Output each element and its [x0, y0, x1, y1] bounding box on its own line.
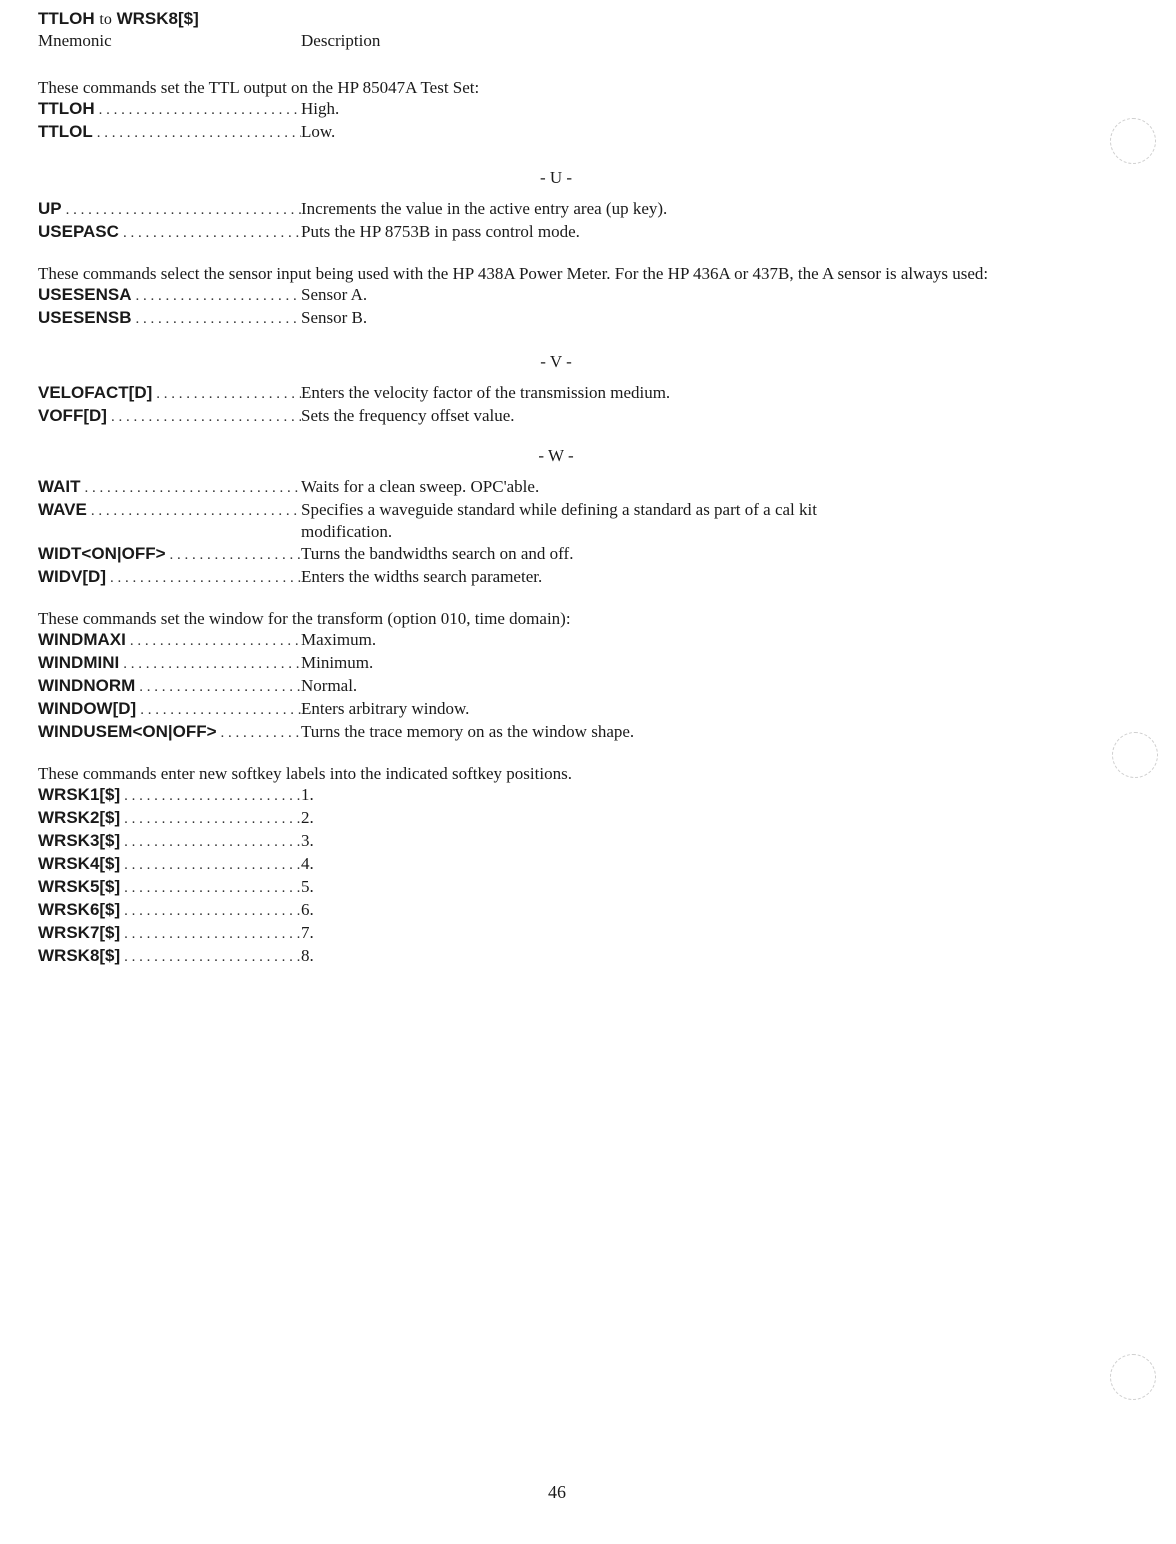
- description-text-continued: modification.: [301, 522, 393, 541]
- command-description: [301, 807, 1118, 829]
- dot-leader: [66, 199, 301, 221]
- mnemonic-cell: [38, 876, 301, 899]
- description-text: Sensor B.: [301, 308, 368, 327]
- dot-leader: [124, 877, 301, 899]
- dot-leader: [97, 122, 301, 144]
- command-row: [38, 807, 1118, 830]
- command-mnemonic: WRSK1[$]: [38, 785, 121, 804]
- mnemonic-cell: [38, 652, 301, 675]
- intro-window: These commands set the window for the transform (option 010, time domain):: [38, 609, 571, 628]
- command-row: [38, 675, 1118, 698]
- command-description: [301, 784, 1118, 806]
- sensor-list: [38, 284, 1118, 330]
- dot-leader: [124, 808, 301, 830]
- command-row: [38, 198, 1118, 221]
- dot-leader: [124, 785, 301, 807]
- command-description: [301, 629, 1118, 651]
- title-first: TTLOH: [38, 9, 95, 28]
- u-list: [38, 198, 1118, 244]
- command-row: [38, 922, 1118, 945]
- command-row: [38, 853, 1118, 876]
- command-mnemonic: WINDMAXI: [38, 630, 126, 649]
- description-text: Sensor A.: [301, 285, 368, 304]
- mnemonic-cell: [38, 629, 301, 652]
- intro-ttl: These commands set the TTL output on the HP 85047A Test Set:: [38, 78, 480, 97]
- command-row: [38, 284, 1118, 307]
- mnemonic-cell: [38, 499, 301, 522]
- section-heading-u: - U -: [539, 168, 573, 187]
- dot-leader: [111, 406, 301, 428]
- command-row: [38, 698, 1118, 721]
- command-description: [301, 307, 1118, 329]
- command-mnemonic: WRSK4[$]: [38, 854, 121, 873]
- description-text: Enters the widths search parameter.: [301, 567, 543, 586]
- title-to: to: [99, 11, 112, 28]
- command-row: [38, 307, 1118, 330]
- section-heading-w: - W -: [538, 446, 574, 465]
- dot-leader: [124, 831, 301, 853]
- description-text: 2.: [301, 808, 314, 827]
- description-text: 7.: [301, 923, 314, 942]
- command-mnemonic: WINDMINI: [38, 653, 120, 672]
- command-row: [38, 98, 1118, 121]
- mnemonic-cell: [38, 721, 301, 744]
- window-list: [38, 629, 1118, 744]
- mnemonic-cell: [38, 121, 301, 144]
- dot-leader: [140, 699, 301, 721]
- mnemonic-cell: [38, 543, 301, 566]
- dot-leader: [136, 308, 301, 330]
- description-text: Minimum.: [301, 653, 374, 672]
- command-mnemonic: WINDOW[D]: [38, 699, 137, 718]
- command-mnemonic: TTLOL: [38, 122, 93, 141]
- dot-leader: [136, 285, 301, 307]
- command-mnemonic: WIDV[D]: [38, 567, 106, 586]
- command-description: [301, 830, 1118, 852]
- mnemonic-cell: [38, 853, 301, 876]
- description-text: Maximum.: [301, 630, 377, 649]
- command-mnemonic: WINDUSEM<ON|OFF>: [38, 722, 217, 741]
- description-text: Normal.: [301, 676, 358, 695]
- mnemonic-cell: [38, 198, 301, 221]
- dot-leader: [124, 900, 301, 922]
- column-headers: [38, 30, 1118, 51]
- command-mnemonic: WIDT<ON|OFF>: [38, 544, 166, 563]
- command-description: [301, 899, 1118, 921]
- description-text: Specifies a waveguide standard while defining a standard as part of a cal kit: [301, 500, 817, 519]
- command-description: [301, 98, 1118, 120]
- command-mnemonic: WRSK2[$]: [38, 808, 121, 827]
- command-mnemonic: USESENSA: [38, 285, 132, 304]
- mnemonic-cell: [38, 784, 301, 807]
- command-description: [301, 382, 1118, 404]
- column-header-description: Description: [301, 31, 381, 50]
- command-description: [301, 652, 1118, 674]
- mnemonic-cell: [38, 307, 301, 330]
- punch-hole-bottom: [1110, 1354, 1156, 1400]
- command-row: [38, 543, 1118, 566]
- mnemonic-cell: [38, 98, 301, 121]
- command-mnemonic: WRSK8[$]: [38, 946, 121, 965]
- page-header: [38, 8, 1118, 51]
- command-description: [301, 198, 1118, 220]
- dot-leader: [110, 567, 301, 589]
- dot-leader: [170, 544, 301, 566]
- command-row: [38, 652, 1118, 675]
- command-mnemonic: WAIT: [38, 477, 81, 496]
- command-row: [38, 121, 1118, 144]
- column-header-mnemonic: Mnemonic: [38, 31, 112, 50]
- command-row: [38, 945, 1118, 968]
- command-row: [38, 721, 1118, 744]
- description-text: 4.: [301, 854, 314, 873]
- description-text: Puts the HP 8753B in pass control mode.: [301, 222, 580, 241]
- dot-leader: [123, 653, 301, 675]
- v-list: [38, 382, 1118, 428]
- manual-page: [38, 8, 1118, 968]
- command-mnemonic: WRSK7[$]: [38, 923, 121, 942]
- dot-leader: [91, 500, 301, 522]
- command-mnemonic: USESENSB: [38, 308, 132, 327]
- mnemonic-cell: [38, 922, 301, 945]
- page-title: [38, 8, 1118, 30]
- description-text: 3.: [301, 831, 314, 850]
- description-text: Enters the velocity factor of the transmission medium.: [301, 383, 671, 402]
- command-description: [301, 721, 1118, 743]
- mnemonic-cell: [38, 476, 301, 499]
- command-description: [301, 922, 1118, 944]
- mnemonic-cell: [38, 945, 301, 968]
- command-description: [301, 675, 1118, 697]
- command-description: [301, 543, 1118, 565]
- command-description: [301, 945, 1118, 967]
- command-mnemonic: WRSK5[$]: [38, 877, 121, 896]
- command-row: [38, 830, 1118, 853]
- description-text: Turns the trace memory on as the window shape.: [301, 722, 635, 741]
- description-text: Low.: [301, 122, 336, 141]
- dot-leader: [221, 722, 301, 744]
- command-mnemonic: WRSK3[$]: [38, 831, 121, 850]
- command-mnemonic: UP: [38, 199, 62, 218]
- command-mnemonic: WAVE: [38, 500, 87, 519]
- description-text: Increments the value in the active entry area (up key).: [301, 199, 668, 218]
- mnemonic-cell: [38, 675, 301, 698]
- description-text: Waits for a clean sweep. OPC'able.: [301, 477, 540, 496]
- command-mnemonic: VOFF[D]: [38, 406, 107, 425]
- w-list: [38, 476, 1118, 589]
- mnemonic-cell: [38, 807, 301, 830]
- command-description: [301, 476, 1118, 498]
- mnemonic-cell: [38, 284, 301, 307]
- dot-leader: [124, 923, 301, 945]
- mnemonic-cell: [38, 405, 301, 428]
- command-row: [38, 382, 1118, 405]
- command-row: [38, 899, 1118, 922]
- command-row: [38, 499, 1118, 543]
- page-number: 46: [548, 1482, 566, 1502]
- mnemonic-cell: [38, 698, 301, 721]
- section-heading-v: - V -: [540, 352, 572, 371]
- softkey-list: [38, 784, 1118, 968]
- mnemonic-cell: [38, 899, 301, 922]
- command-row: [38, 876, 1118, 899]
- description-text: High.: [301, 99, 340, 118]
- command-description: [301, 853, 1118, 875]
- command-mnemonic: WRSK6[$]: [38, 900, 121, 919]
- punch-hole-top: [1110, 118, 1156, 164]
- description-text: Enters arbitrary window.: [301, 699, 470, 718]
- command-row: [38, 566, 1118, 589]
- ttl-list: [38, 98, 1118, 144]
- command-mnemonic: WINDNORM: [38, 676, 136, 695]
- command-row: [38, 405, 1118, 428]
- mnemonic-cell: [38, 382, 301, 405]
- command-description: [301, 566, 1118, 588]
- command-description: [301, 698, 1118, 720]
- dot-leader: [99, 99, 301, 121]
- command-description: [301, 499, 1118, 543]
- command-description: [301, 405, 1118, 427]
- dot-leader: [124, 946, 301, 968]
- command-row: [38, 784, 1118, 807]
- dot-leader: [156, 383, 301, 405]
- command-description: [301, 221, 1118, 243]
- command-description: [301, 121, 1118, 143]
- command-mnemonic: TTLOH: [38, 99, 95, 118]
- description-text: Turns the bandwidths search on and off.: [301, 544, 574, 563]
- command-row: [38, 476, 1118, 499]
- command-description: [301, 284, 1118, 306]
- mnemonic-cell: [38, 830, 301, 853]
- command-mnemonic: USEPASC: [38, 222, 119, 241]
- title-last: WRSK8[$]: [116, 9, 199, 28]
- description-text: 6.: [301, 900, 314, 919]
- description-text: 1.: [301, 785, 314, 804]
- command-row: [38, 629, 1118, 652]
- description-text: 8.: [301, 946, 314, 965]
- punch-hole-middle: [1112, 732, 1158, 778]
- command-row: [38, 221, 1118, 244]
- mnemonic-cell: [38, 566, 301, 589]
- intro-softkey: These commands enter new softkey labels into the indicated softkey positions.: [38, 764, 572, 783]
- description-text: Sets the frequency offset value.: [301, 406, 515, 425]
- dot-leader: [124, 854, 301, 876]
- mnemonic-cell: [38, 221, 301, 244]
- command-description: [301, 876, 1118, 898]
- description-text: 5.: [301, 877, 314, 896]
- dot-leader: [139, 676, 301, 698]
- command-mnemonic: VELOFACT[D]: [38, 383, 153, 402]
- dot-leader: [85, 477, 302, 499]
- intro-sensor: These commands select the sensor input being used with the HP 438A Power Meter. For the HP 436A or 437B, the A sensor is always used:: [38, 264, 989, 283]
- dot-leader: [130, 630, 301, 652]
- dot-leader: [123, 222, 301, 244]
